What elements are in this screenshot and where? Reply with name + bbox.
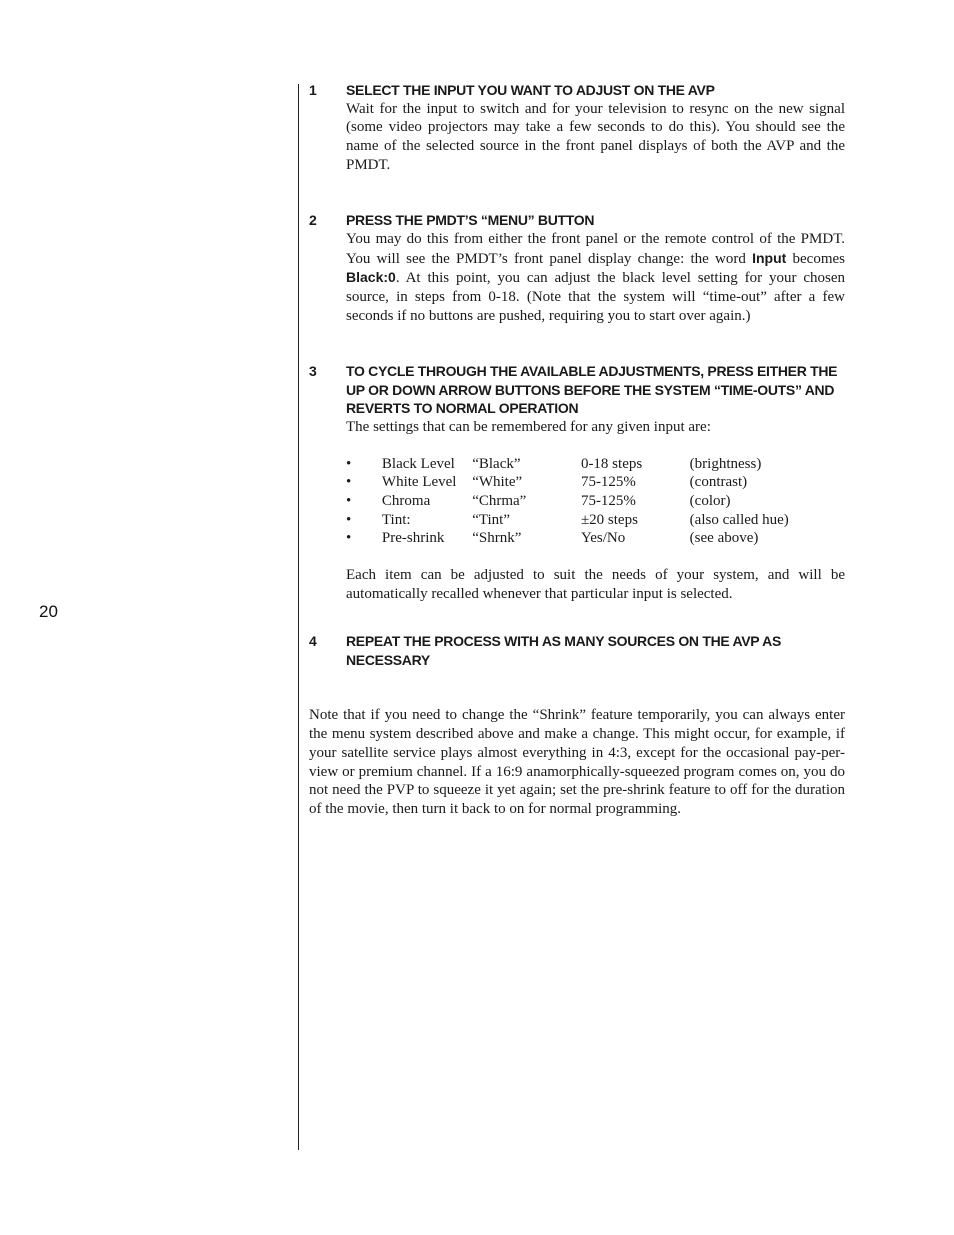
margin-rule	[298, 84, 299, 1150]
bullet: •	[346, 530, 352, 547]
step-heading: REPEAT THE PROCESS WITH AS MANY SOURCES ON THE AVP AS NECESSARY	[346, 633, 782, 668]
settings-table	[346, 455, 845, 549]
step-body: Wait for the input to switch and for your television to resync on the new signal (some video projectors may take a few seconds to do this). You should see the name of the selected source in the front panel displays of both the AVP and the PMDT.	[346, 100, 845, 173]
setting-code: “Chrma”	[472, 492, 527, 509]
step-4	[309, 632, 845, 669]
settings-row	[346, 455, 845, 474]
setting-code: “Tint”	[472, 511, 510, 528]
bullet: •	[346, 511, 352, 528]
note-paragraph: Note that if you need to change the “Shrink” feature temporarily, you can always enter the menu system described above and make a change. This might occur, for example, if your satellite service plays almost everything in 4:3, except for the occasional pay-per-view or premium channel. If a 16:9 anamorphically-squeezed program comes on, you do not need the PVP to squeeze it yet again; set the pre-shrink feature to off for the duration of the movie, then turn it back to on for normal programming.	[309, 707, 845, 817]
settings-row	[346, 529, 845, 548]
step-body	[346, 230, 845, 326]
setting-desc: (brightness)	[689, 455, 762, 472]
setting-desc: (contrast)	[689, 474, 748, 491]
display-keyword-black: Black:0	[346, 269, 396, 286]
step-heading: TO CYCLE THROUGH THE AVAILABLE ADJUSTMENTS, PRESS EITHER THE UP OR DOWN ARROW BUTTONS BEFORE THE SYSTEM “TIME-OUTS” AND REVERTS TO NORMAL OPERATION	[346, 363, 838, 417]
setting-range: 75-125%	[580, 492, 636, 509]
step-1	[309, 81, 845, 174]
setting-code: “Shrnk”	[472, 530, 522, 547]
setting-range: 75-125%	[580, 474, 636, 491]
setting-name: White Level	[381, 474, 457, 491]
display-keyword-input: Input	[752, 249, 787, 266]
settings-row	[346, 492, 845, 511]
setting-desc: (also called hue)	[689, 511, 789, 528]
setting-code: “White”	[472, 474, 523, 491]
setting-range: Yes/No	[580, 530, 626, 547]
main-content	[309, 81, 845, 819]
setting-name: Pre-shrink	[381, 530, 445, 547]
setting-code: “Black”	[472, 455, 521, 472]
setting-range: 0-18 steps	[580, 455, 643, 472]
setting-name: Tint:	[381, 511, 411, 528]
settings-row	[346, 473, 845, 492]
step-outro: Each item can be adjusted to suit the needs of your system, and will be automatically recalled whenever that particular input is selected.	[346, 567, 845, 602]
settings-row	[346, 511, 845, 530]
step-number: 2	[309, 212, 317, 229]
setting-range: ±20 steps	[580, 511, 638, 528]
step-3	[309, 362, 845, 603]
step-number: 4	[309, 633, 317, 650]
step-heading: PRESS THE PMDT’S “MENU” BUTTON	[346, 212, 595, 229]
bullet: •	[346, 474, 352, 491]
step-number: 3	[309, 363, 317, 380]
setting-desc: (see above)	[689, 530, 759, 547]
step-body-text: . At this point, you can adjust the black level setting for your chosen source, in steps from 0-18. (Note that the system will “time-out” after a few seconds if no buttons are pushed, requiring you to start over again.)	[346, 270, 845, 324]
bullet: •	[346, 455, 352, 472]
step-heading: SELECT THE INPUT YOU WANT TO ADJUST ON THE AVP	[346, 82, 715, 98]
setting-desc: (color)	[689, 492, 731, 509]
setting-name: Black Level	[381, 455, 455, 472]
step-2	[309, 211, 845, 325]
step-body-text: You may do this from either the front panel or the remote control of the PMDT. You will see the PMDT’s front panel display change: the word	[346, 230, 845, 267]
step-body-text: becomes	[786, 250, 846, 267]
step-intro: The settings that can be remembered for any given input are:	[346, 418, 711, 435]
step-number: 1	[309, 82, 317, 98]
setting-name: Chroma	[381, 492, 431, 509]
bullet: •	[346, 492, 352, 509]
page-number: 20	[39, 602, 58, 621]
